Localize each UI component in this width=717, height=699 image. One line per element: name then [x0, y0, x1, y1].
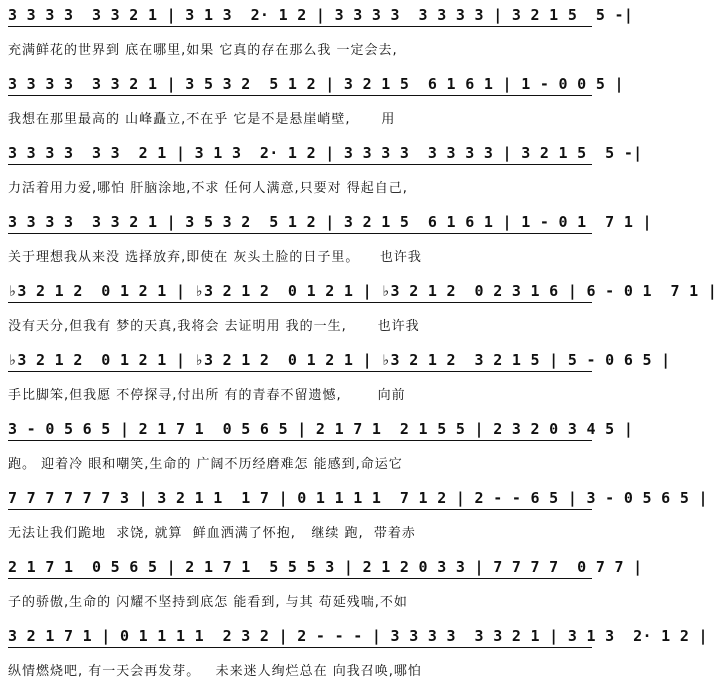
- lyric-line: 跑。 迎着冷 眼和嘲笑,生命的 广阔不历经磨难怎 能感到,命运它: [8, 457, 403, 472]
- lyric-line: 子的骄傲,生命的 闪耀不坚持到底怎 能看到, 与其 苟延残喘,不如: [8, 595, 408, 610]
- score-system: [8, 416, 634, 484]
- score-system: [8, 554, 643, 622]
- score-system: [8, 485, 708, 553]
- note-line: 3 3 3 3 3 3 2 1 | 3 5 3 2 5 1 2 | 3 2 1 5 6 1 6 1 | 1 - 0 0 5 |: [8, 71, 592, 97]
- lyric-line: 无法让我们跪地 求饶, 就算 鲜血洒满了怀抱, 继续 跑, 带着赤: [8, 526, 416, 541]
- score-system: [8, 71, 624, 139]
- note-line: ♭3 2 1 2 0 1 2 1 | ♭3 2 1 2 0 1 2 1 | ♭3 2 1 2 3 2 1 5 | 5 - 0 6 5 |: [8, 347, 592, 373]
- lyric-line: 我想在那里最高的 山峰矗立,不在乎 它是不是悬崖峭壁, 用: [8, 112, 396, 127]
- note-line: ♭3 2 1 2 0 1 2 1 | ♭3 2 1 2 0 1 2 1 | ♭3 2 1 2 0 2 3 1 6 | 6 - 0 1 7 1 |: [8, 278, 592, 304]
- note-line: 3 3 3 3 3 3 2 1 | 3 1 3 2· 1 2 | 3 3 3 3 3 3 3 3 | 3 2 1 5 5 -|: [8, 140, 592, 166]
- score-system: [8, 278, 717, 346]
- note-line: 3 2 1 7 1 | 0 1 1 1 1 2 3 2 | 2 - - - | 3 3 3 3 3 3 2 1 | 3 1 3 2· 1 2 |: [8, 623, 592, 649]
- note-line: 7 7 7 7 7 7 3 | 3 2 1 1 1 7 | 0 1 1 1 1 7 1 2 | 2 - - 6 5 | 3 - 0 5 6 5 |: [8, 485, 592, 511]
- note-line: 3 - 0 5 6 5 | 2 1 7 1 0 5 6 5 | 2 1 7 1 2 1 5 5 | 2 3 2 0 3 4 5 |: [8, 416, 592, 442]
- score-system: [8, 209, 652, 277]
- lyric-line: 力活着用力爱,哪怕 肝脑涂地,不求 任何人满意,只要对 得起自己,: [8, 181, 408, 196]
- lyric-line: 没有天分,但我有 梦的天真,我将会 去证明用 我的一生, 也许我: [8, 319, 420, 334]
- score-system: [8, 347, 671, 415]
- score-system: [8, 2, 634, 70]
- lyric-line: 纵情燃烧吧, 有一天会再发芽。 未来迷人绚烂总在 向我召唤,哪怕: [8, 664, 422, 679]
- note-line: 2 1 7 1 0 5 6 5 | 2 1 7 1 5 5 5 3 | 2 1 2 0 3 3 | 7 7 7 7 0 7 7 |: [8, 554, 592, 580]
- note-line: 3 3 3 3 3 3 2 1 | 3 5 3 2 5 1 2 | 3 2 1 5 6 1 6 1 | 1 - 0 1 7 1 |: [8, 209, 592, 235]
- lyric-line: 手比脚笨,但我愿 不停探寻,付出所 有的青春不留遗憾, 向前: [8, 388, 406, 403]
- score-system: [8, 623, 708, 691]
- score-system: [8, 140, 643, 208]
- note-line: 3 3 3 3 3 3 2 1 | 3 1 3 2· 1 2 | 3 3 3 3 3 3 3 3 | 3 2 1 5 5 -|: [8, 2, 592, 28]
- lyric-line: 关于理想我从来没 选择放弃,即使在 灰头土脸的日子里。 也许我: [8, 250, 422, 265]
- lyric-line: 充满鲜花的世界到 底在哪里,如果 它真的存在那么我 一定会去,: [8, 43, 398, 58]
